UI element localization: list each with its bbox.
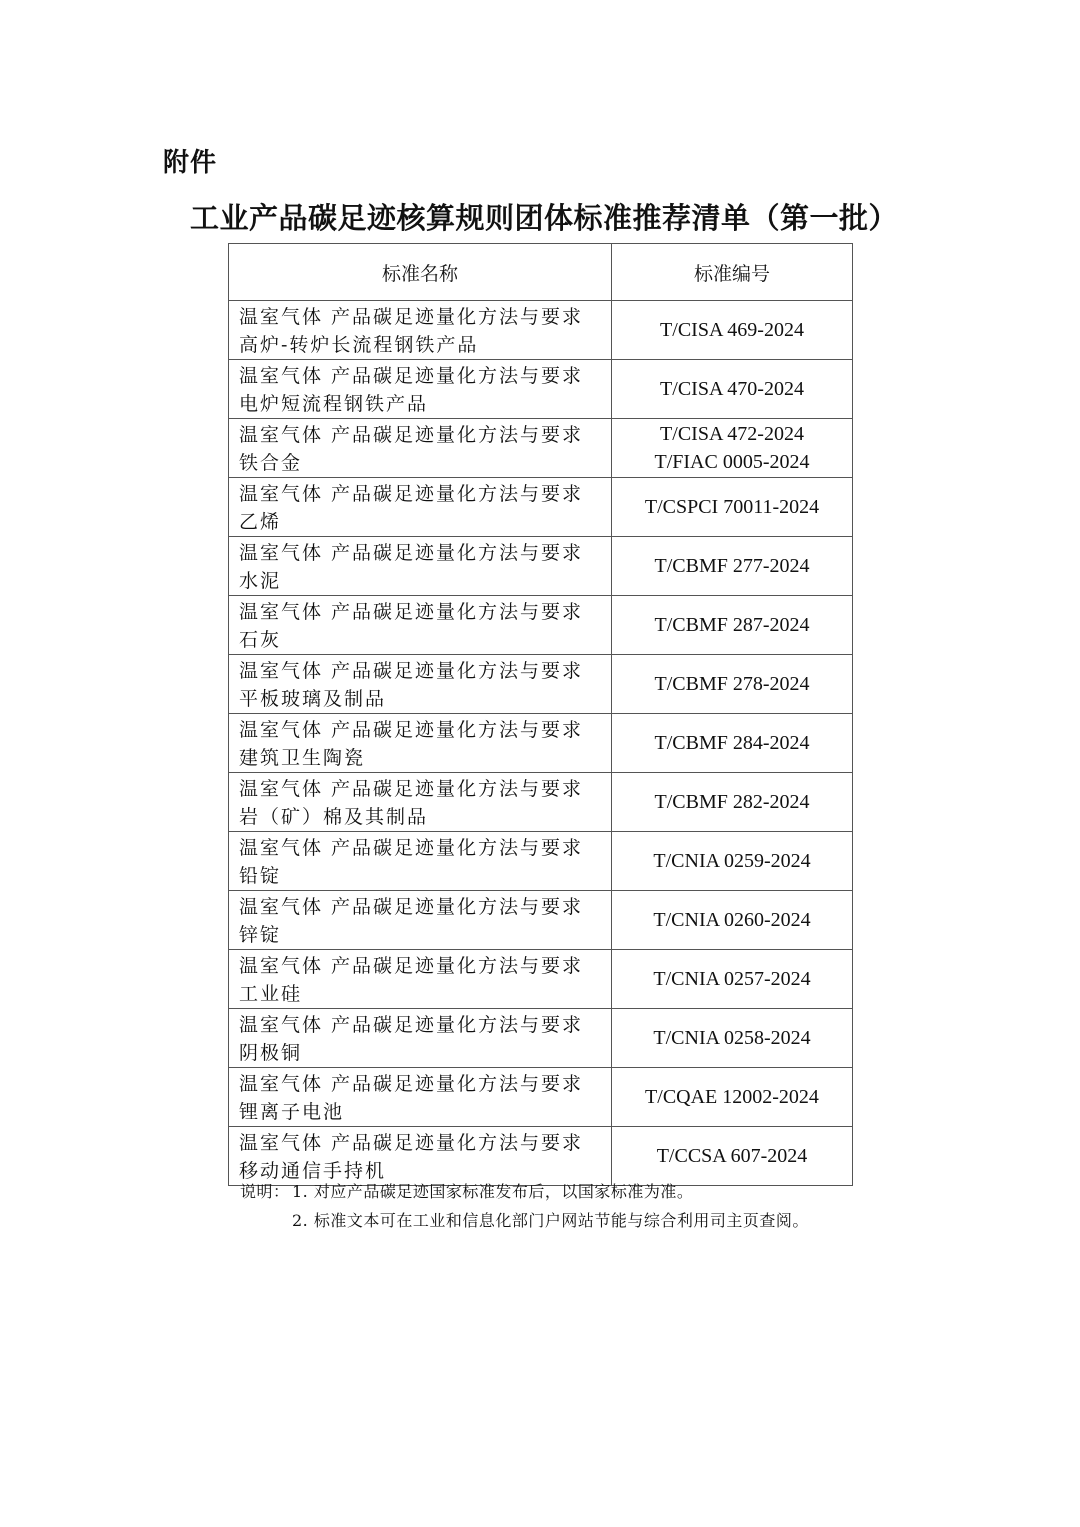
table-row <box>229 832 853 891</box>
standard-code: T/CISA 472-2024 <box>660 423 804 445</box>
standard-code: T/CSPCI 70011-2024 <box>644 496 820 518</box>
standard-name-line2: 平板玻璃及制品 <box>239 688 387 710</box>
standard-code-cell <box>612 832 853 891</box>
column-header-code: 标准编号 <box>612 244 853 301</box>
standard-name-cell <box>229 478 612 537</box>
table-row <box>229 478 853 537</box>
standard-name-line2: 乙烯 <box>239 511 282 533</box>
standard-name-line1: 温室气体 产品碳足迹量化方法与要求 <box>239 542 584 564</box>
table-row <box>229 891 853 950</box>
standard-name-line2: 高炉-转炉长流程钢铁产品 <box>239 334 479 356</box>
standard-name-cell <box>229 301 612 360</box>
table-row <box>229 950 853 1009</box>
notes-prefix: 说明： <box>240 1182 290 1201</box>
standard-code-cell <box>612 1068 853 1127</box>
standard-name-line1: 温室气体 产品碳足迹量化方法与要求 <box>239 601 584 623</box>
standard-code-cell <box>612 537 853 596</box>
standard-code: T/CNIA 0259-2024 <box>653 850 811 872</box>
standard-name-line1: 温室气体 产品碳足迹量化方法与要求 <box>239 778 584 800</box>
standard-name-line2: 建筑卫生陶瓷 <box>239 747 366 769</box>
standard-name-line2: 电炉短流程钢铁产品 <box>239 393 429 415</box>
standard-name-line2: 锂离子电池 <box>239 1101 345 1123</box>
standard-name-line1: 温室气体 产品碳足迹量化方法与要求 <box>239 955 584 977</box>
table-row <box>229 1009 853 1068</box>
standard-name-cell <box>229 773 612 832</box>
table-row <box>229 596 853 655</box>
standard-name-line2: 移动通信手持机 <box>239 1160 387 1182</box>
standard-code-cell <box>612 655 853 714</box>
standard-name-line1: 温室气体 产品碳足迹量化方法与要求 <box>239 837 584 859</box>
standard-code: T/CBMF 287-2024 <box>654 614 810 636</box>
standard-code: T/CNIA 0258-2024 <box>653 1027 811 1049</box>
standard-code-cell <box>612 360 853 419</box>
standard-name-line1: 温室气体 产品碳足迹量化方法与要求 <box>239 306 584 328</box>
column-header-name: 标准名称 <box>229 244 612 301</box>
standard-name-line2: 锌锭 <box>239 924 282 946</box>
standard-name-cell <box>229 360 612 419</box>
note-text: 2. 标准文本可在工业和信息化部门户网站节能与综合利用司主页查阅。 <box>292 1211 809 1230</box>
standards-table <box>228 243 853 1186</box>
standard-code-cell <box>612 714 853 773</box>
standard-code: T/CNIA 0260-2024 <box>653 909 811 931</box>
standard-name-line2: 阴极铜 <box>239 1042 303 1064</box>
standard-name-line2: 铅锭 <box>239 865 282 887</box>
standard-code-cell <box>612 1009 853 1068</box>
document-title: 工业产品碳足迹核算规则团体标准推荐清单（第一批） <box>190 201 899 235</box>
table-row <box>229 301 853 360</box>
standard-code: T/CISA 469-2024 <box>660 319 804 341</box>
standard-code-cell <box>612 419 853 478</box>
note-item <box>240 1206 809 1235</box>
note-item <box>240 1177 809 1206</box>
attachment-label: 附件 <box>163 148 218 178</box>
standard-code-cell <box>612 478 853 537</box>
standard-name-line2: 工业硅 <box>239 983 303 1005</box>
standard-code-cell <box>612 773 853 832</box>
table-row <box>229 419 853 478</box>
standard-code-cell <box>612 891 853 950</box>
standard-name-line1: 温室气体 产品碳足迹量化方法与要求 <box>239 719 584 741</box>
standard-code: T/CBMF 278-2024 <box>654 673 810 695</box>
standard-name-cell <box>229 419 612 478</box>
standard-name-line1: 温室气体 产品碳足迹量化方法与要求 <box>239 365 584 387</box>
standard-code: T/CQAE 12002-2024 <box>645 1086 819 1108</box>
standard-name-line1: 温室气体 产品碳足迹量化方法与要求 <box>239 896 584 918</box>
standard-name-line2: 石灰 <box>239 629 282 651</box>
notes-section <box>240 1177 809 1235</box>
standard-code: T/CBMF 277-2024 <box>654 555 810 577</box>
standard-code: T/CBMF 282-2024 <box>654 791 810 813</box>
note-text: 1. 对应产品碳足迹国家标准发布后，以国家标准为准。 <box>292 1182 694 1201</box>
standard-name-line1: 温室气体 产品碳足迹量化方法与要求 <box>239 1014 584 1036</box>
standard-name-cell <box>229 596 612 655</box>
standard-name-cell <box>229 950 612 1009</box>
standard-name-line1: 温室气体 产品碳足迹量化方法与要求 <box>239 1132 584 1154</box>
standard-name-cell <box>229 655 612 714</box>
table-row <box>229 714 853 773</box>
standard-name-cell <box>229 891 612 950</box>
standard-name-cell <box>229 1009 612 1068</box>
table-row <box>229 1068 853 1127</box>
table-body <box>229 301 853 1186</box>
standard-name-line2: 铁合金 <box>239 452 303 474</box>
standard-code-cell <box>612 301 853 360</box>
standard-name-line2: 水泥 <box>239 570 282 592</box>
table-header-row <box>229 244 853 301</box>
standard-name-line1: 温室气体 产品碳足迹量化方法与要求 <box>239 483 584 505</box>
standard-name-cell <box>229 832 612 891</box>
standard-name-line1: 温室气体 产品碳足迹量化方法与要求 <box>239 660 584 682</box>
standard-name-cell <box>229 537 612 596</box>
table-row <box>229 655 853 714</box>
standard-code: T/FIAC 0005-2024 <box>654 451 810 473</box>
standard-code: T/CBMF 284-2024 <box>654 732 810 754</box>
standard-name-line2: 岩（矿）棉及其制品 <box>239 806 429 828</box>
standard-code: T/CNIA 0257-2024 <box>653 968 811 990</box>
table-row <box>229 537 853 596</box>
standard-code-cell <box>612 950 853 1009</box>
standard-name-line1: 温室气体 产品碳足迹量化方法与要求 <box>239 424 584 446</box>
table-row <box>229 773 853 832</box>
standard-code-cell <box>612 596 853 655</box>
standard-code: T/CCSA 607-2024 <box>656 1145 808 1167</box>
table-row <box>229 360 853 419</box>
standard-name-cell <box>229 1068 612 1127</box>
standard-code: T/CISA 470-2024 <box>660 378 804 400</box>
standard-name-cell <box>229 714 612 773</box>
standard-name-line1: 温室气体 产品碳足迹量化方法与要求 <box>239 1073 584 1095</box>
